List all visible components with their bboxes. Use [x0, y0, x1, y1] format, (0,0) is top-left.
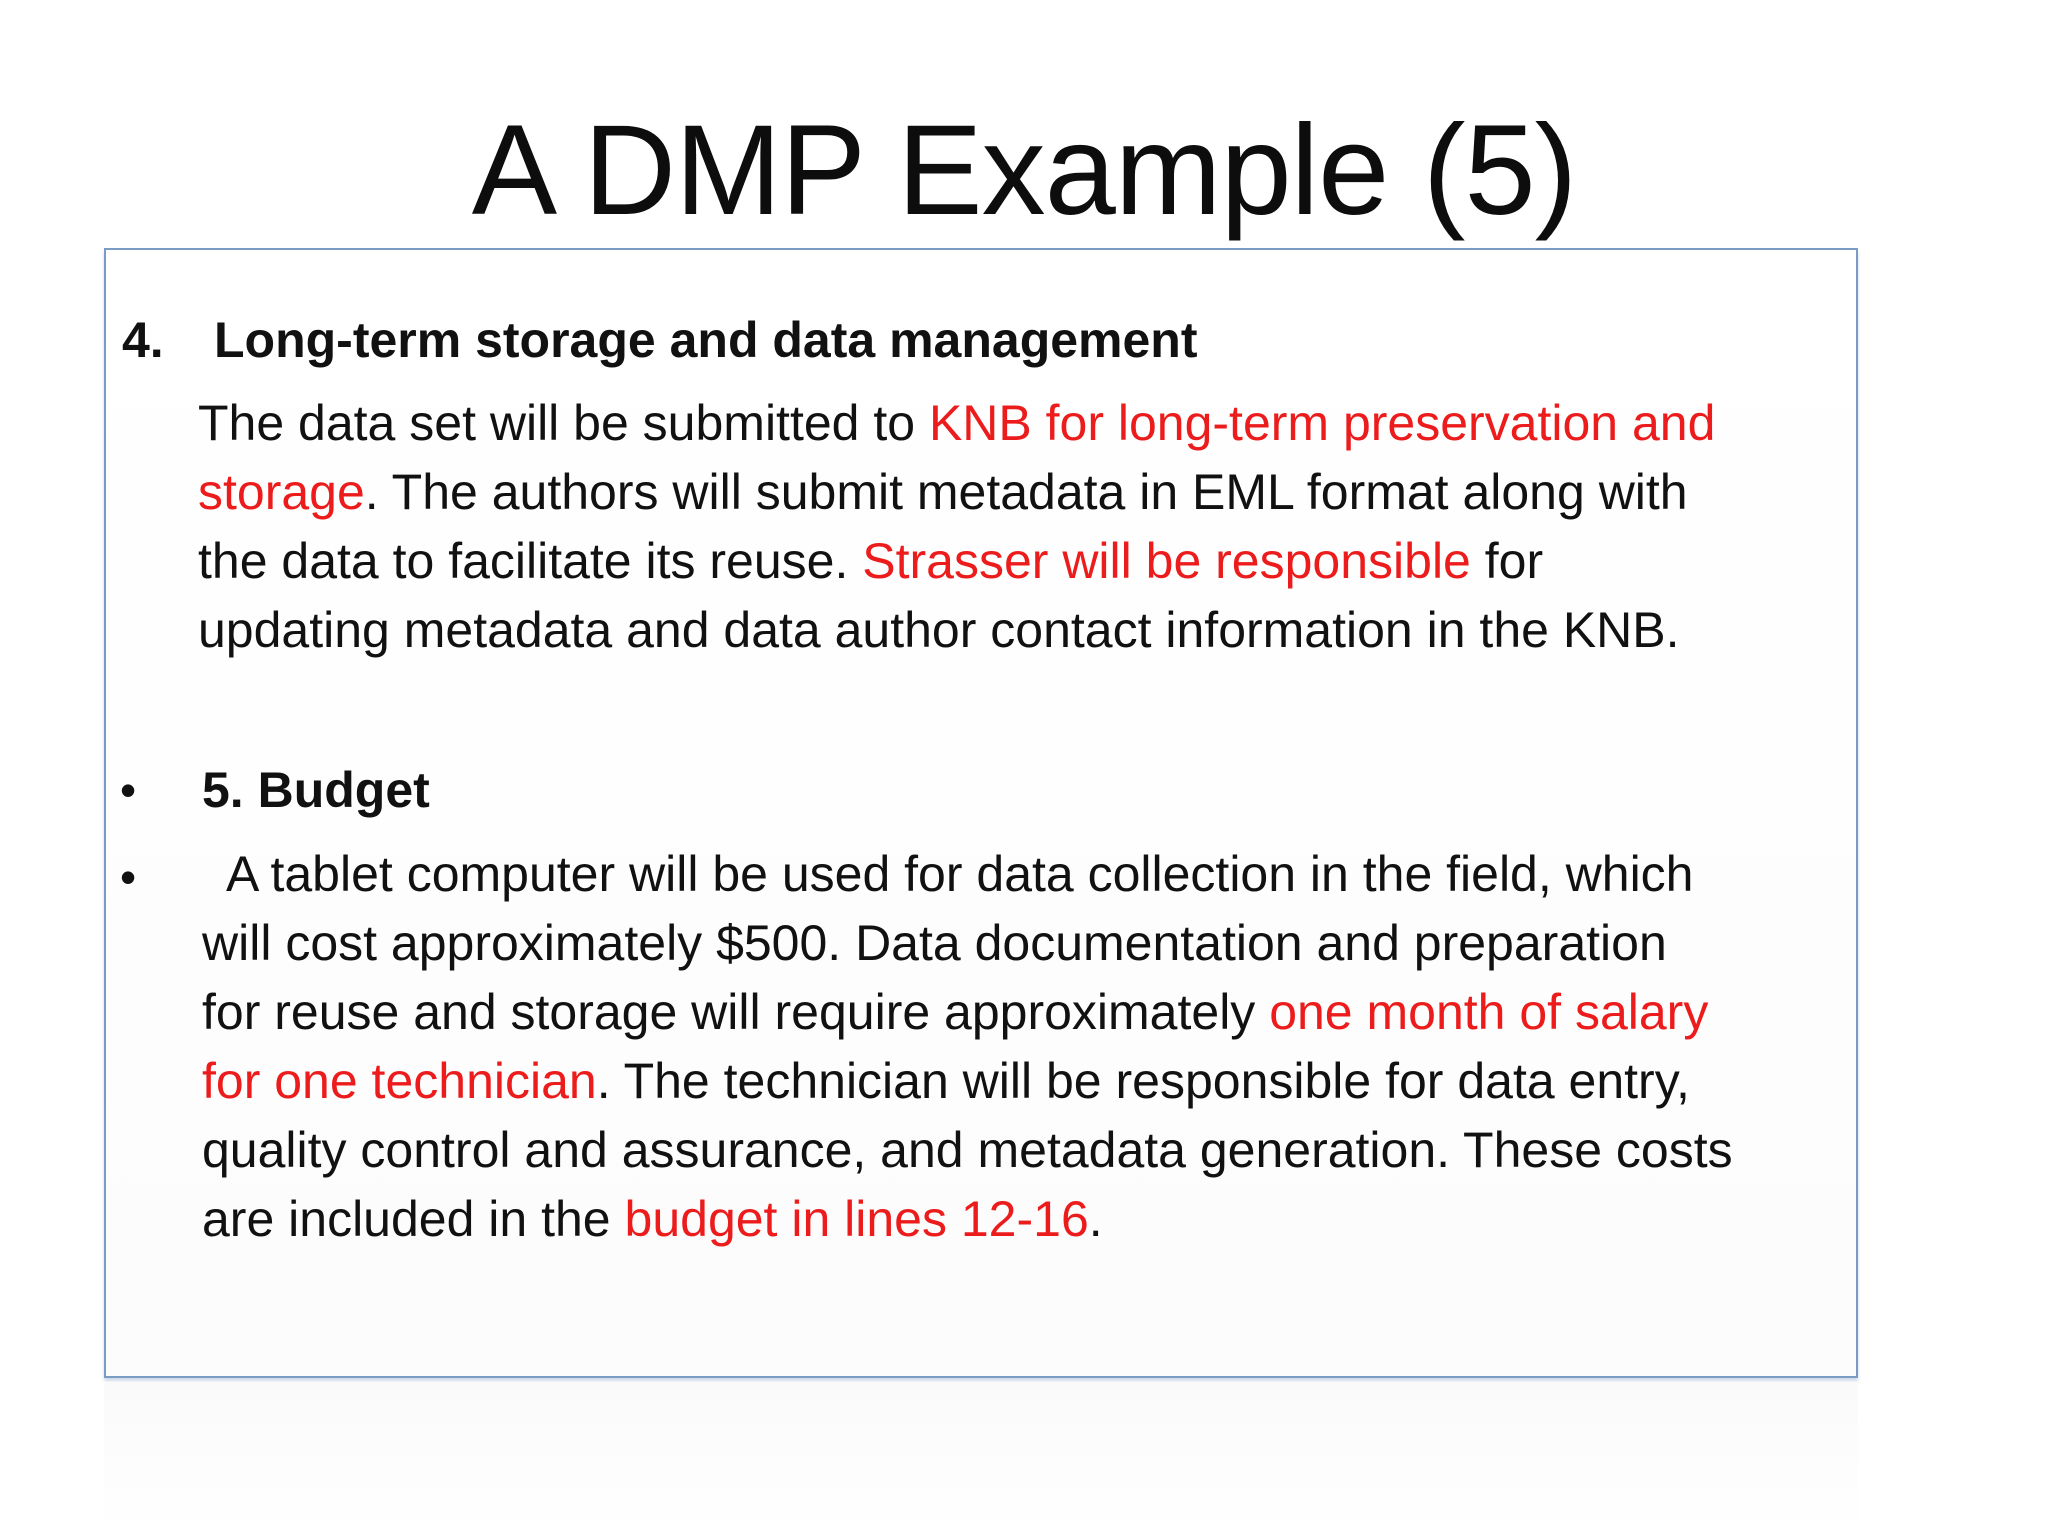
paragraph-line [202, 909, 1852, 978]
paragraph-line [202, 1185, 1852, 1254]
paragraph-line [202, 1047, 1852, 1116]
paragraph-line [198, 527, 1848, 596]
body-text: . The technician will be responsible for data entry, [596, 1053, 1690, 1109]
paragraph-line [198, 389, 1848, 458]
section-4-heading: Long-term storage and data management [214, 312, 1198, 368]
body-text: will cost approximately $500. Data documentation and preparation [202, 915, 1667, 971]
section-5-paragraph [202, 840, 1852, 1254]
body-text: . [1088, 1191, 1103, 1247]
body-text: for [1470, 533, 1544, 589]
paragraph-line [202, 840, 1852, 909]
section-4-paragraph [198, 389, 1848, 665]
highlighted-text: for one technician [202, 1053, 597, 1109]
paragraph-line [198, 458, 1848, 527]
box-shadow-fade [104, 1382, 1858, 1536]
bullet-marker: • [120, 851, 137, 903]
bullet-marker: • [120, 764, 137, 816]
paragraph-line [202, 978, 1852, 1047]
body-text: updating metadata and data author contact information in the KNB. [198, 602, 1680, 658]
paragraph-line [202, 1116, 1852, 1185]
highlighted-text: storage [198, 464, 365, 520]
body-text: A tablet computer will be used for data collection in the field, which [226, 846, 1694, 902]
highlighted-text: Strasser will be responsible [862, 533, 1471, 589]
body-text: for reuse and storage will require approximately [202, 984, 1270, 1040]
slide-title: A DMP Example (5) [471, 99, 1577, 242]
body-text: quality control and assurance, and metadata generation. These costs [202, 1122, 1733, 1178]
highlighted-text: budget in lines 12-16 [624, 1191, 1089, 1247]
paragraph-line [198, 596, 1848, 665]
body-text: the data to facilitate its reuse. [198, 533, 863, 589]
section-4-number: 4. [122, 312, 164, 368]
body-text: The data set will be submitted to [198, 395, 929, 451]
section-5-heading: 5. Budget [202, 762, 430, 818]
highlighted-text: KNB for long-term preservation and [928, 395, 1716, 451]
body-text: are included in the [202, 1191, 625, 1247]
body-text: . The authors will submit metadata in EML format along with [364, 464, 1688, 520]
highlighted-text: one month of salary [1269, 984, 1709, 1040]
